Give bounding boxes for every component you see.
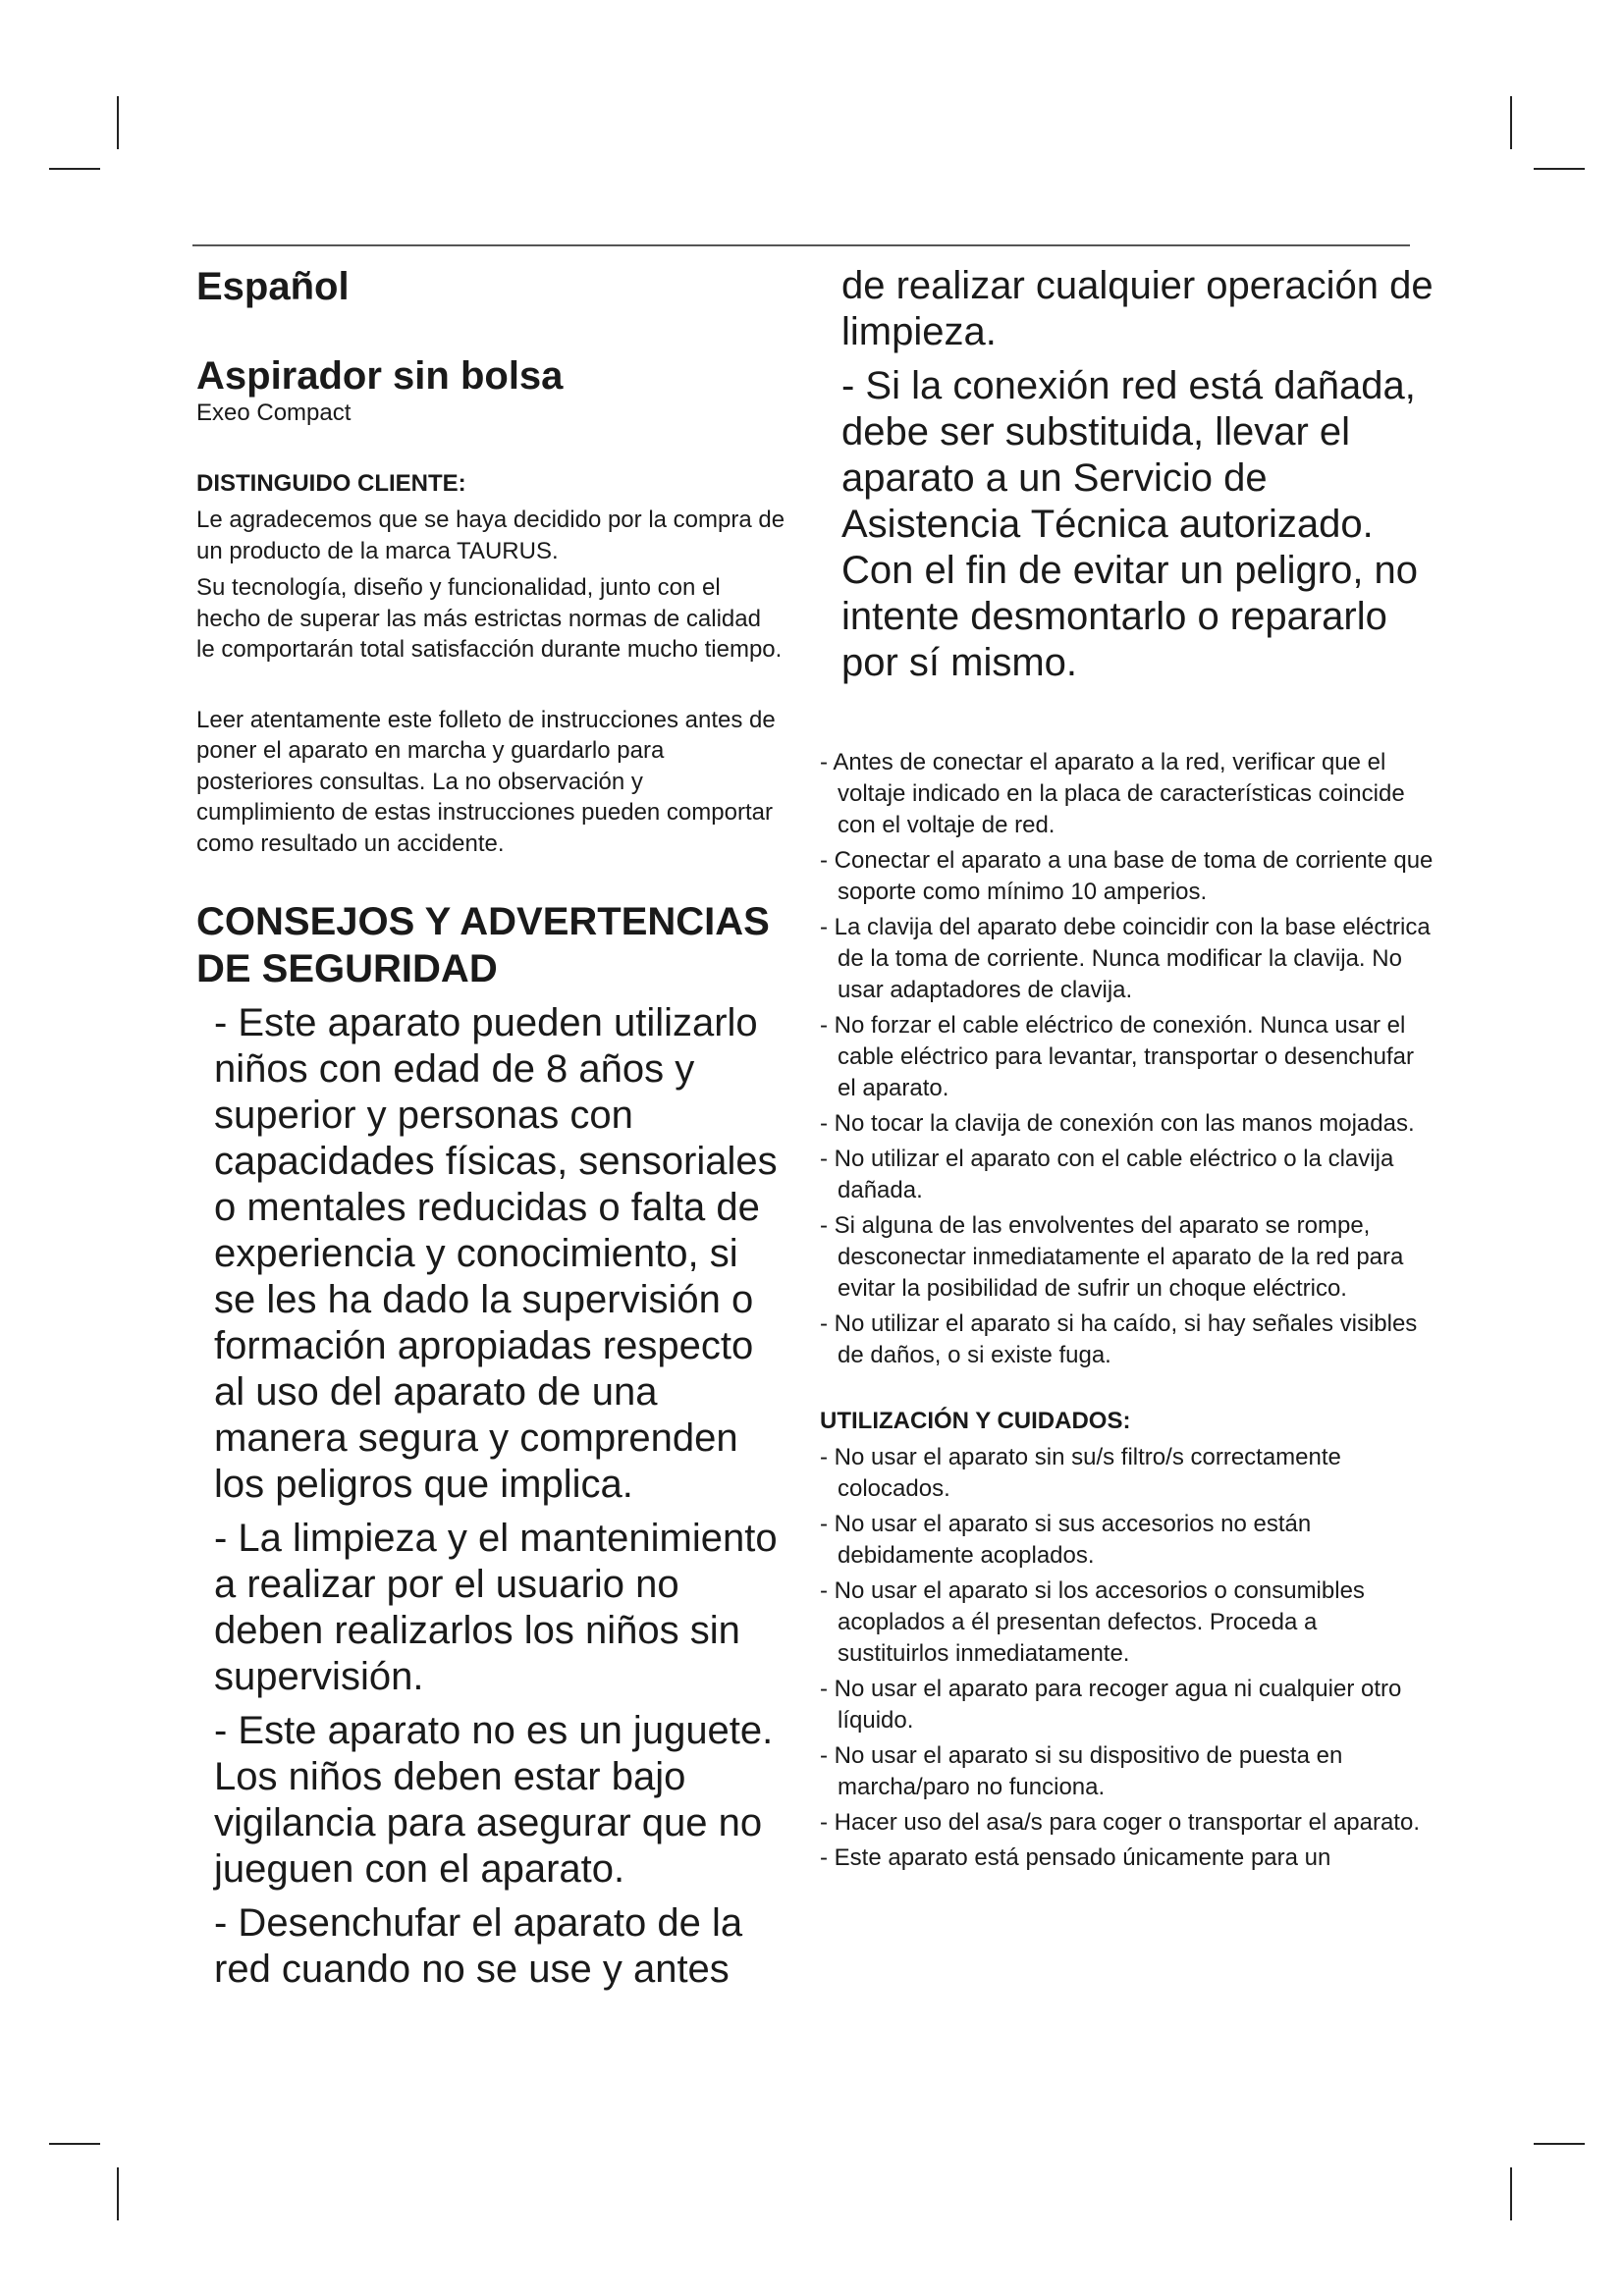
list-item: - No tocar la clavija de conexión con las manos mojadas. [820,1110,1415,1137]
safety-list-small [820,747,1434,1371]
intro-paragraph: Le agradecemos que se haya decidido por la compra de un producto de la marca TAURUS. [196,507,785,564]
use-care-list [820,1442,1434,1874]
list-item: - No forzar el cable eléctrico de conexión. Nunca usar el cable eléctrico para levantar, transportar o desenchufar el aparato. [820,1012,1415,1101]
list-item: - No utilizar el aparato si ha caído, si hay señales visibles de daños, o si existe fuga. [820,1310,1418,1368]
list-item: - Si la conexión red está dañada, debe ser substituida, llevar el aparato a un Servicio de Asistencia Técnica autorizado. Con el fin de evitar un peligro, no intente desmontarlo o repararlo por sí mismo. [841,364,1419,684]
list-item: - No usar el aparato sin su/s filtro/s correctamente colocados. [820,1444,1341,1502]
crop-mark [1510,2167,1512,2220]
list-item: - Antes de conectar el aparato a la red, verificar que el voltaje indicado en la placa de características coincide con el voltaje de red. [820,749,1405,838]
list-item: - No utilizar el aparato con el cable eléctrico o la clavija dañada. [820,1146,1394,1203]
header-rule [192,244,1410,246]
product-title: Aspirador sin bolsa [196,354,564,398]
crop-mark [1534,168,1585,170]
crop-mark [117,2167,119,2220]
list-item-continuation: de realizar cualquier operación de limpieza. [841,264,1434,353]
crop-mark [1510,96,1512,149]
safety-list-large [196,1000,785,1993]
list-item: - Este aparato no es un juguete. Los niños deben estar bajo vigilancia para asegurar que no jueguen con el aparato. [214,1709,774,1891]
crop-mark [1534,2143,1585,2145]
list-item: - Desenchufar el aparato de la red cuando no se use y antes [214,1901,743,1991]
list-item: - Hacer uso del asa/s para coger o transportar el aparato. [820,1809,1420,1836]
safety-list-large-continued [820,263,1434,686]
use-care-heading: UTILIZACIÓN Y CUIDADOS: [820,1408,1131,1434]
left-column [196,263,785,2001]
list-item: - Conectar el aparato a una base de toma de corriente que soporte como mínimo 10 amperios. [820,847,1434,905]
list-item: - No usar el aparato si su dispositivo de puesta en marcha/paro no funciona. [820,1742,1343,1800]
list-item: - La clavija del aparato debe coincidir con la base eléctrica de la toma de corriente. Nunca modificar la clavija. No usar adaptadores de clavija. [820,914,1431,1003]
list-item: - No usar el aparato para recoger agua ni cualquier otro líquido. [820,1676,1402,1734]
crop-mark [117,96,119,149]
intro-paragraph: Su tecnología, diseño y funcionalidad, junto con el hecho de superar las más estrictas normas de calidad le comportarán total satisfacción durante mucho tiempo. [196,574,783,663]
instructions-paragraph: Leer atentamente este folleto de instrucciones antes de poner el aparato en marcha y guardarlo para posteriores consultas. La no observación y cumplimiento de estas instrucciones pueden comportar como resultado un accidente. [196,706,776,857]
list-item: - No usar el aparato si sus accesorios no están debidamente acoplados. [820,1511,1312,1569]
list-item: - No usar el aparato si los accesorios o consumibles acoplados a él presentan defectos. Proceda a sustituirlos inmediatamente. [820,1577,1365,1667]
language-heading: Español [196,265,350,308]
product-model: Exeo Compact [196,400,352,426]
greeting-heading: DISTINGUIDO CLIENTE: [196,470,466,497]
safety-heading: CONSEJOS Y ADVERTENCIAS DE SEGURIDAD [196,900,770,990]
right-column [820,263,1434,1878]
list-item: - Si alguna de las envolventes del aparato se rompe, desconectar inmediatamente el aparato de la red para evitar la posibilidad de sufrir un choque eléctrico. [820,1212,1404,1302]
list-item: - La limpieza y el mantenimiento a realizar por el usuario no deben realizarlos los niños sin supervisión. [214,1517,778,1698]
crop-mark [49,2143,100,2145]
list-item: - Este aparato pueden utilizarlo niños con edad de 8 años y superior y personas con capacidades físicas, sensoriales o mentales reducidas o falta de experiencia y conocimiento, si se les ha dado la supervisión o formación apropiadas respecto al uso del aparato de una manera segura y comprenden los peligros que implica. [214,1001,778,1506]
crop-mark [49,168,100,170]
list-item: - Este aparato está pensado únicamente para un [820,1844,1331,1871]
